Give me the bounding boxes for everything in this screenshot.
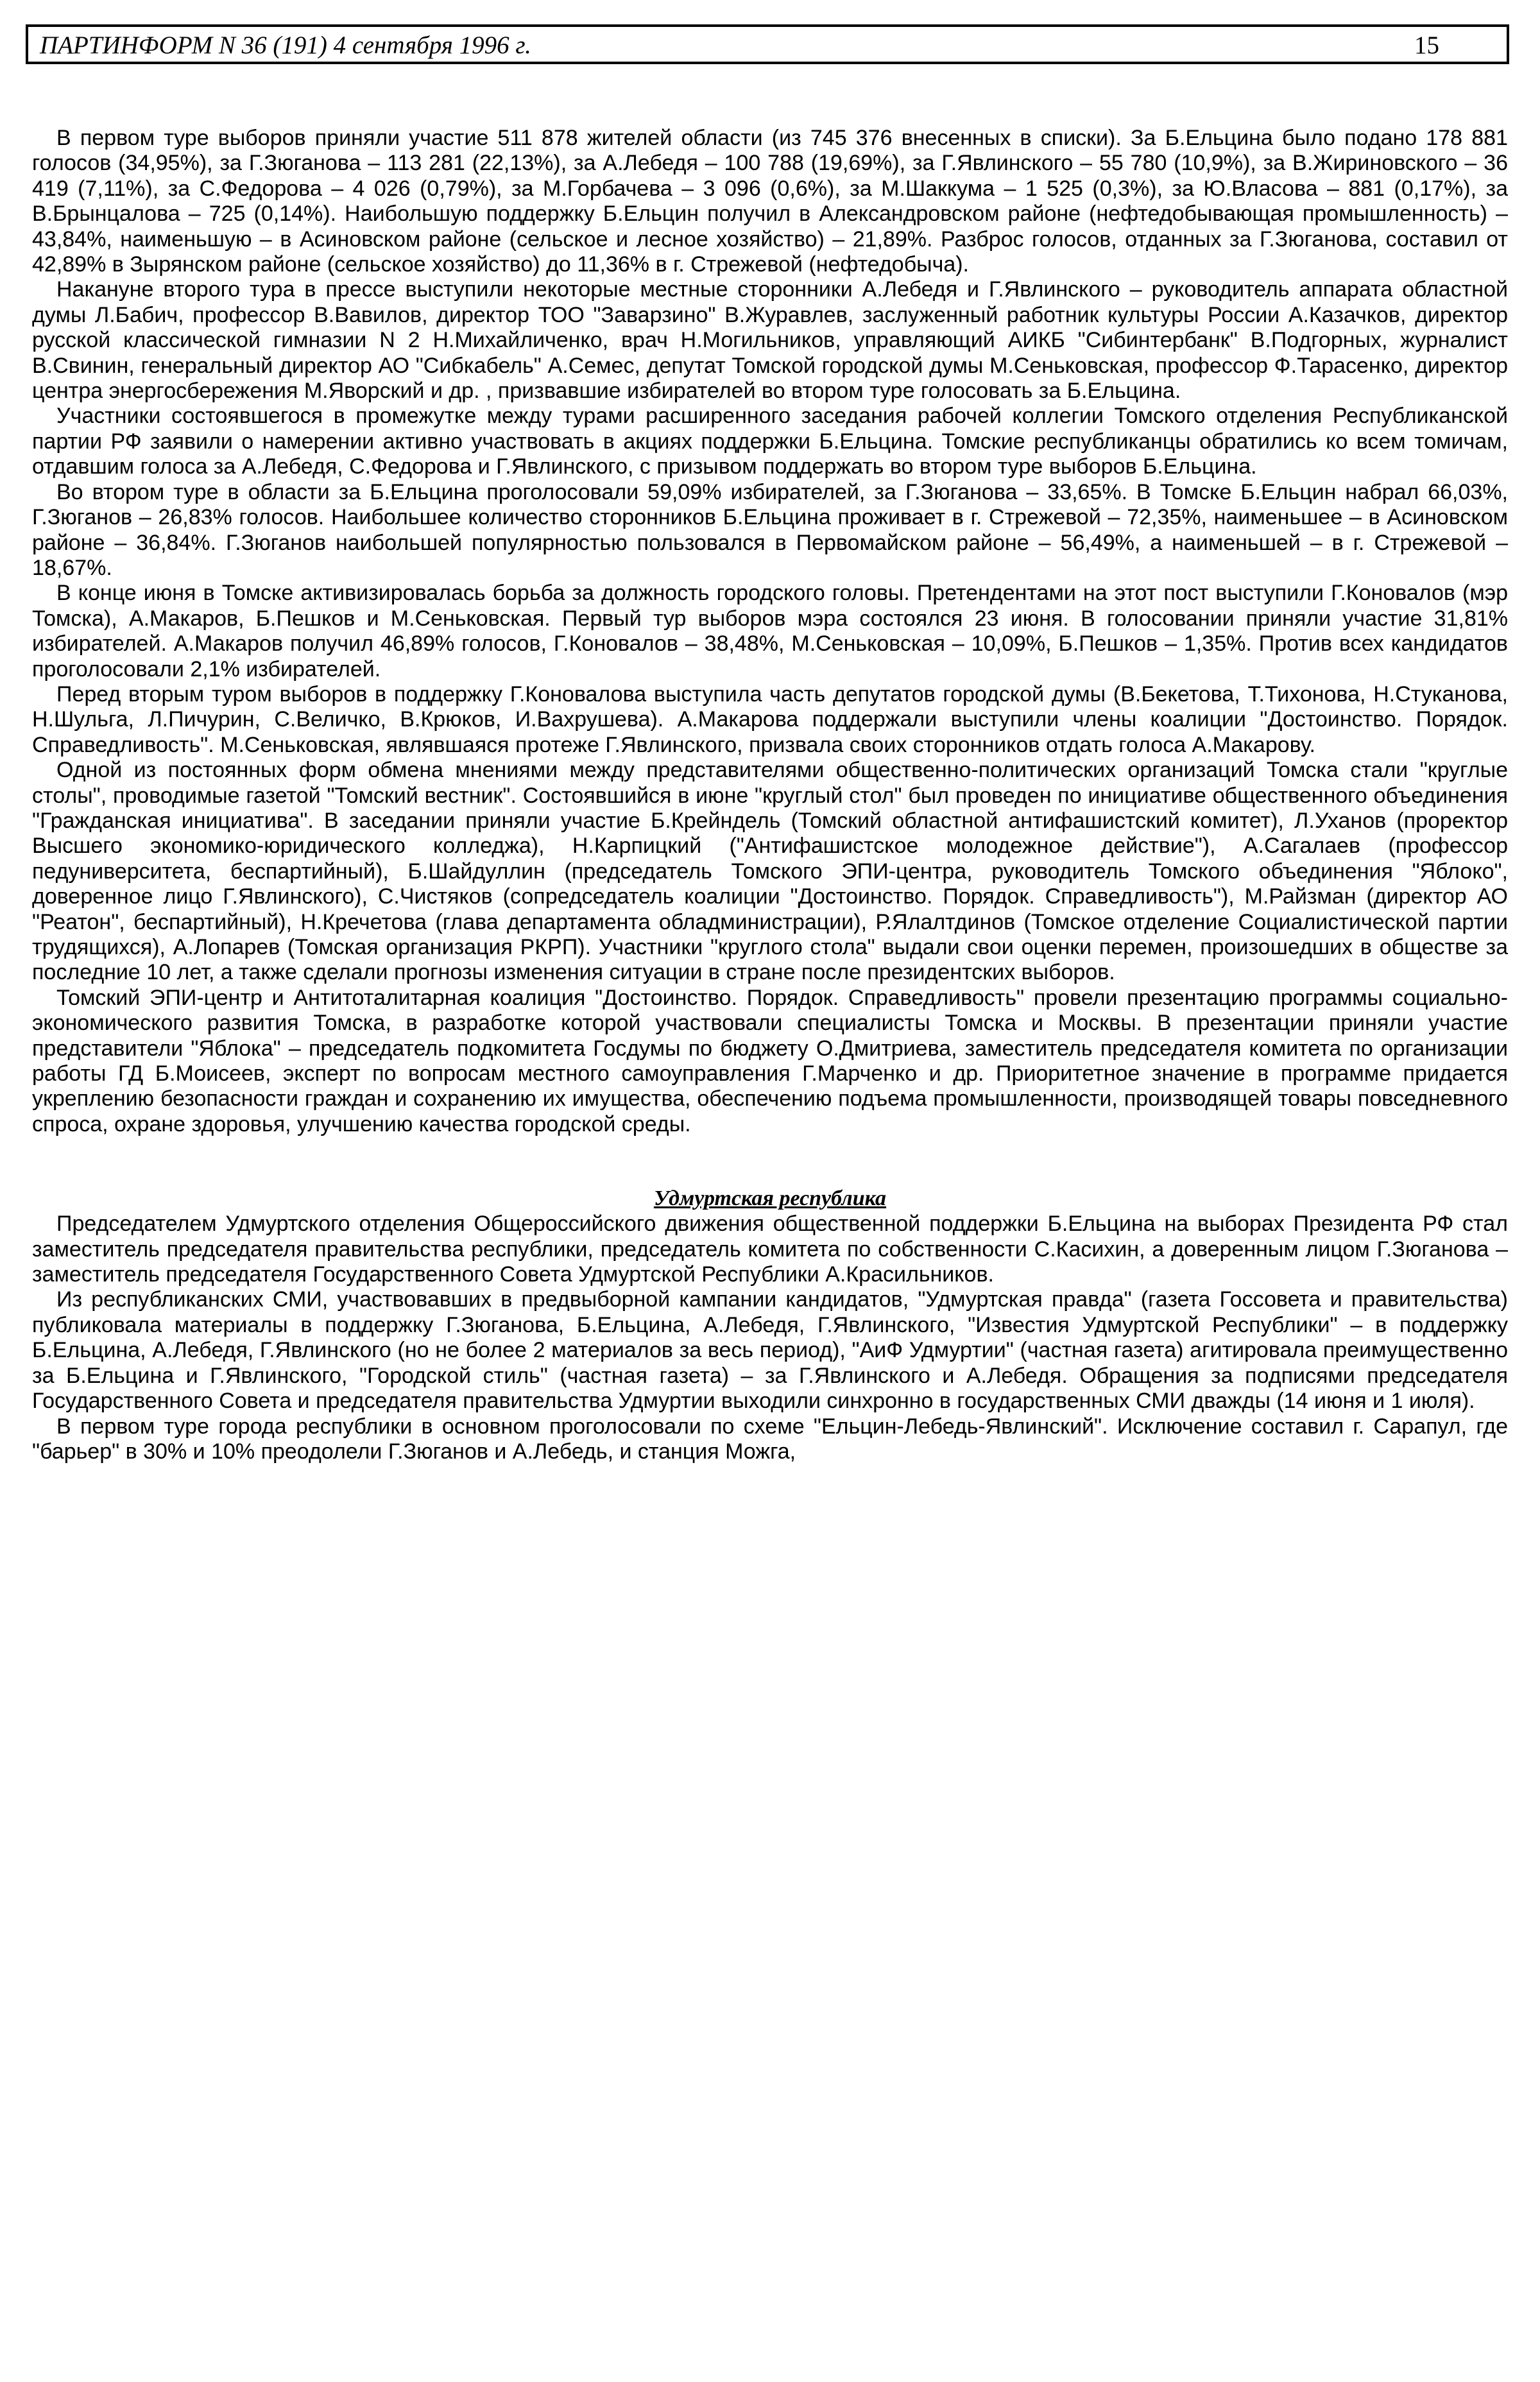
paragraph: В первом туре выборов приняли участие 511 878 жителей области (из 745 376 внесенных в списки). За Б.Ельцина было подано 178 881 голосов (34,95%), за Г.Зюганова – 113 281 (22,13%), за А.Лебедя – 100 788 (19,69%), за Г.Явлинского – 55 780 (10,9%), за В.Жириновского – 36 419 (7,11%), за С.Федорова – 4 026 (0,79%), за М.Горбачева – 3 096 (0,6%), за М.Шаккума – 1 525 (0,3%), за Ю.Власова – 881 (0,17%), за В.Брынцалова – 725 (0,14%). Наибольшую поддержку Б.Ельцин получил в Александровском районе (нефтедобывающая промышленность) – 43,84%, наименьшую – в Асиновском районе (сельское и лесное хозяйство) – 21,89%. Разброс голосов, отданных за Г.Зюганова, составил от 42,89% в Зырянском районе (сельское хозяйство) до 11,36% в г. Стрежевой (нефтедобыча).	[32, 126, 1508, 277]
paragraph: Томский ЭПИ-центр и Антитоталитарная коалиция "Достоинство. Порядок. Справедливость" провели презентацию программы социально-экономического развития Томска, в разработке которой участвовали специалисты Томска и Москвы. В презентации приняли участие представители "Яблока" – председатель подкомитета Госдумы по бюджету О.Дмитриева, заместитель председателя комитета по организации работы ГД Б.Моисеев, эксперт по вопросам местного самоуправления Г.Марченко и др. Приоритетное значение в программе придается укреплению безопасности граждан и сохранению их имущества, обеспечению подъема промышленности, производящей товары повседневного спроса, охране здоровья, улучшению качества городской среды.	[32, 985, 1508, 1136]
paragraph: В первом туре города республики в основном проголосовали по схеме "Ельцин-Лебедь-Явлинский". Исключение составил г. Сарапул, где "барьер" в 30% и 10% преодолели Г.Зюганов и А.Лебедь, и станция Можга,	[32, 1414, 1508, 1464]
page-number: 15	[1414, 31, 1439, 59]
paragraph: Председателем Удмуртского отделения Общероссийского движения общественной поддержки Б.Ельцина на выборах Президента РФ стал заместитель председателя правительства республики, председатель комитета по собственности С.Касихин, а доверенным лицом Г.Зюганова – заместитель председателя Государственного Совета Удмуртской Республики А.Красильников.	[32, 1212, 1508, 1287]
paragraph: Перед вторым туром выборов в поддержку Г.Коновалова выступила часть депутатов городской думы (В.Бекетова, Т.Тихонова, Н.Стуканова, Н.Шульга, Л.Пичурин, С.Величко, В.Крюков, И.Вахрушева). А.Макарова поддержали выступили члены коалиции "Достоинство. Порядок. Справедливость". М.Сеньковская, являвшаяся протеже Г.Явлинского, призвала своих сторонников отдать голоса А.Макарову.	[32, 681, 1508, 757]
paragraph: Из республиканских СМИ, участвовавших в предвыборной кампании кандидатов, "Удмуртская правда" (газета Госсовета и правительства) публиковала материалы в поддержку Г.Зюганова, Б.Ельцина, А.Лебедя, Г.Явлинского, "Известия Удмуртской Республики" – в поддержку Б.Ельцина, А.Лебедя, Г.Явлинского (но не более 2 материалов за весь период), "АиФ Удмуртии" (частная газета) агитировала преимущественно за Б.Ельцина и Г.Явлинского, "Городской стиль" (частная газета) – за Г.Явлинского и А.Лебедя. Обращения за подписями председателя Государственного Совета и председателя правительства Удмуртии выходили синхронно в государственных СМИ дважды (14 июня и 1 июля).	[32, 1287, 1508, 1414]
paragraph: Во втором туре в области за Б.Ельцина проголосовали 59,09% избирателей, за Г.Зюганова – 33,65%. В Томске Б.Ельцин набрал 66,03%, Г.Зюганов – 26,83% голосов. Наибольшее количество сторонников Б.Ельцина проживает в г. Стрежевой – 72,35%, наименьшее – в Асиновском районе – 36,84%. Г.Зюганов наибольшей популярностью пользовался в Первомайском районе – 56,49%, а наименьшей – в г. Стрежевой – 18,67%.	[32, 479, 1508, 580]
page-header	[26, 24, 1509, 64]
paragraph: Одной из постоянных форм обмена мнениями между представителями общественно-политических организаций Томска стали "круглые столы", проводимые газетой "Томский вестник". Состоявшийся в июне "круглый стол" был проведен по инициативе общественного объединения "Гражданская инициатива". В заседании приняли участие Б.Крейндель (Томский областной антифашистский комитет), Л.Уханов (проректор Высшего экономико-юридического колледжа), Н.Карпицкий ("Антифашистское молодежное действие"), А.Сагалаев (профессор педуниверситета, беспартийный), Б.Шайдуллин (председатель Томского ЭПИ-центра, руководитель Томского объединения "Яблоко", доверенное лицо Г.Явлинского), С.Чистяков (сопредседатель коалиции "Достоинство. Порядок. Справедливость"), М.Райзман (директор АО "Реатон", беспартийный), Н.Кречетова (глава департамента обладминистрации), Р.Ялалтдинов (Томское отделение Социалистической партии трудящихся), А.Лопарев (Томская организация РКРП). Участники "круглого стола" выдали свои оценки перемен, произошедших в обществе за последние 10 лет, а также сделали прогнозы изменения ситуации в стране после президентских выборов.	[32, 758, 1508, 985]
publication-title: ПАРТИНФОРМ N 36 (191) 4 сентября 1996 г.	[40, 31, 531, 59]
section-heading: Удмуртская республика	[653, 1187, 887, 1211]
paragraph: Участники состоявшегося в промежутке между турами расширенного заседания рабочей коллегии Томского отделения Республиканской партии РФ заявили о намерении активно участвовать в акциях поддержки Б.Ельцина. Томские республиканцы обратились ко всем томичам, отдавшим голоса за А.Лебедя, С.Федорова и Г.Явлинского, с призывом поддержать во втором туре выборов Б.Ельцина.	[32, 404, 1508, 479]
paragraph: В конце июня в Томске активизировалась борьба за должность городского головы. Претендентами на этот пост выступили Г.Коновалов (мэр Томска), А.Макаров, Б.Пешков и М.Сеньковская. Первый тур выборов мэра состоялся 23 июня. В голосовании приняли участие 31,81% избирателей. А.Макаров получил 46,89% голосов, Г.Коновалов – 38,48%, М.Сеньковская – 10,09%, Б.Пешков – 1,35%. Против всех кандидатов проголосовали 2,1% избирателей.	[32, 581, 1508, 681]
article-body	[32, 126, 1508, 1464]
paragraph: Накануне второго тура в прессе выступили некоторые местные сторонники А.Лебедя и Г.Явлинского – руководитель аппарата областной думы Л.Бабич, профессор В.Вавилов, директор ТОО "Заварзино" В.Журавлев, заслуженный работник культуры России А.Казачков, директор русской классической гимназии N 2 Н.Михайличенко, врач Н.Могильников, управляющий АИКБ "Сибинтербанк" В.Подгорных, журналист В.Свинин, генеральный директор АО "Сибкабель" А.Семес, депутат Томской городской думы М.Сеньковская, профессор Ф.Тарасенко, директор центра энергосбережения М.Яворский и др. , призвавшие избирателей во втором туре голосовать за Б.Ельцина.	[32, 277, 1508, 404]
